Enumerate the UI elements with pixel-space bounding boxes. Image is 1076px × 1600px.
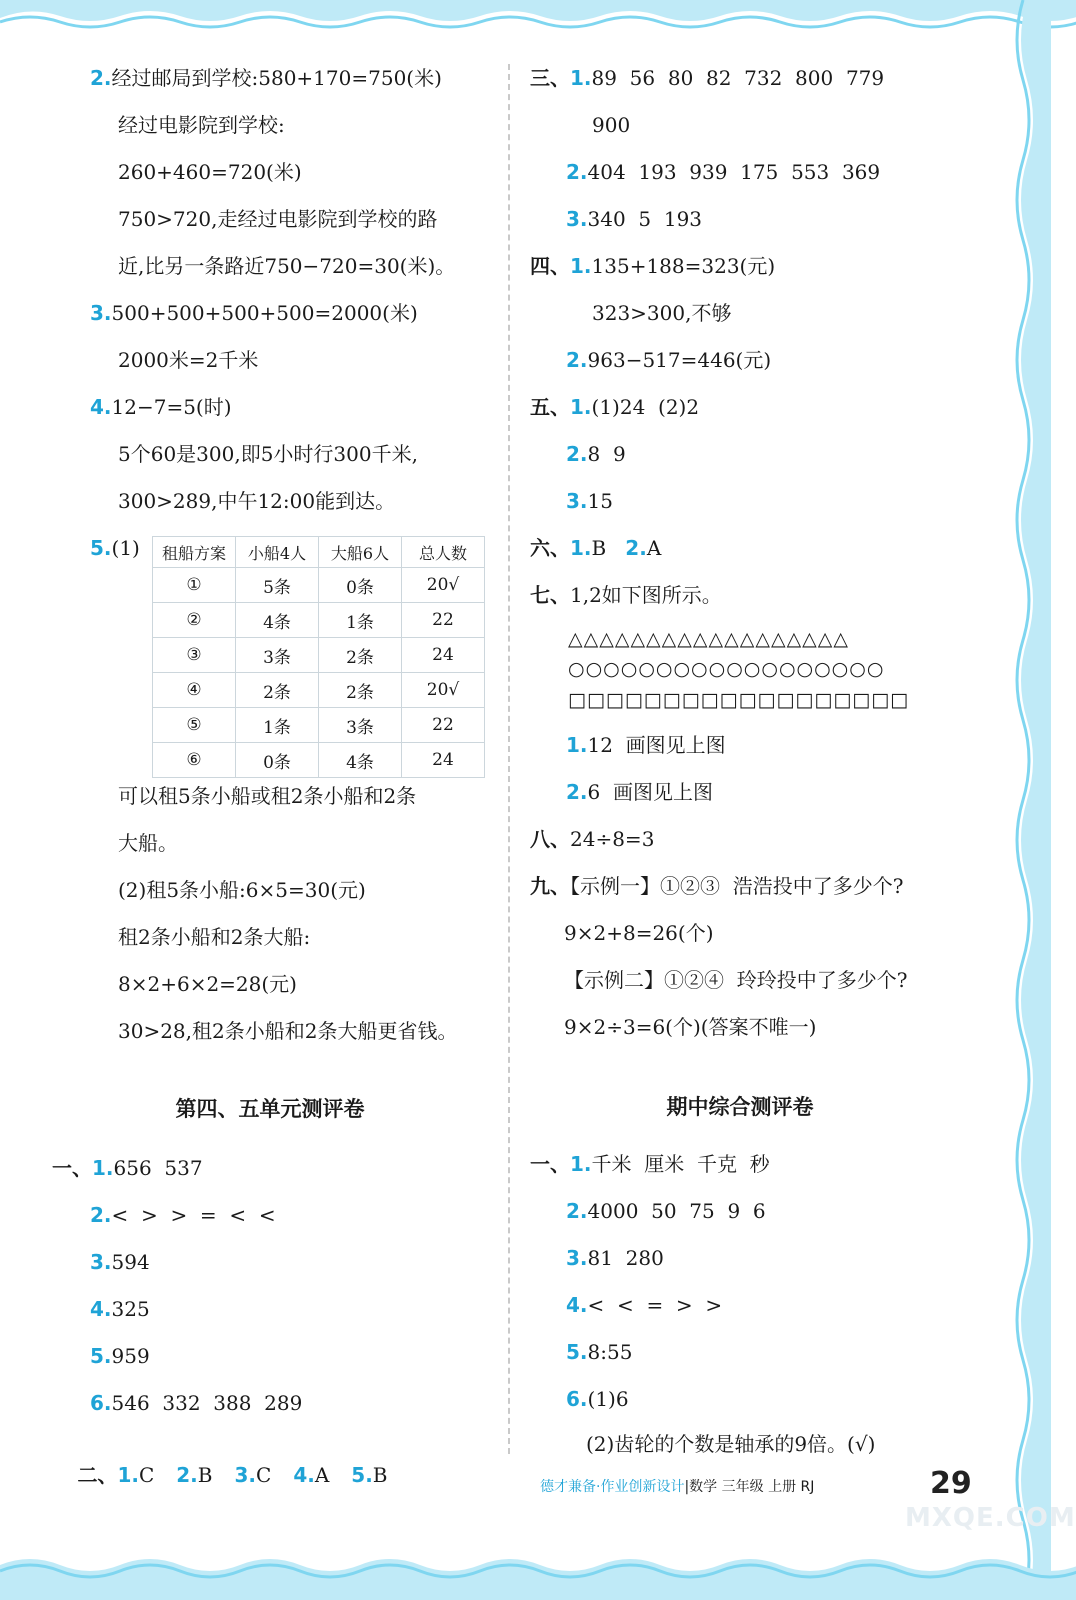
q3-line-1: 3.500+500+500+500=2000(米) [90, 301, 418, 325]
s3-line-1b: 900 [592, 113, 631, 137]
s9-example-2-calc: 9×2÷3=6(个)(答案不唯一) [564, 1015, 817, 1039]
q2-line-2: 经过电影院到学校: [118, 113, 285, 137]
midterm-part1-item [566, 1244, 664, 1272]
unit45-part1-item [90, 1201, 276, 1229]
table-header-cell: 小船4人 [236, 537, 319, 568]
q5-line-1: 可以租5条小船或租2条小船和2条 [118, 784, 417, 808]
item-number: 5. [351, 1463, 373, 1487]
q5-label: 5.(1) [90, 536, 140, 560]
item-number: 6. [90, 1391, 112, 1415]
item-number: 4. [90, 1297, 112, 1321]
item-answer: 4000 50 75 9 6 [587, 1199, 766, 1223]
s4-line-1b: 323>300,不够 [592, 301, 732, 325]
item-answer: B [372, 1463, 388, 1487]
s5-line-2: 2.8 9 [566, 442, 626, 466]
table-cell: 24 [402, 638, 485, 673]
s5-line-1: 五、1.(1)24 (2)2 [530, 395, 700, 419]
q5-line-3: (2)租5条小船:6×5=30(元) [118, 878, 366, 902]
table-cell: 24 [402, 743, 485, 778]
column-divider [508, 64, 510, 1454]
item-answer: A [314, 1463, 330, 1487]
triangle-row: △△△△△△△△△△△△△△△△△△ [568, 628, 850, 650]
s9-example-1: 九、【示例一】①②③ 浩浩投中了多少个? [530, 874, 904, 898]
s6-line: 六、1.B 2.A [530, 536, 662, 560]
s3-line-1: 三、1.89 56 80 82 732 800 779 [530, 66, 885, 90]
midterm-part1-item [566, 1385, 629, 1413]
page-number: 29 [930, 1466, 972, 1501]
item-answer: 81 280 [587, 1246, 664, 1270]
table-cell: 2条 [319, 673, 402, 708]
q3-line-2: 2000米=2千米 [118, 348, 259, 372]
unit45-part1-item [90, 1389, 302, 1417]
q5-line-6: 30>28,租2条小船和2条大船更省钱。 [118, 1019, 458, 1043]
table-header-cell: 租船方案 [153, 537, 236, 568]
footer-series: 德才兼备·作业创新设计|数学 三年级 上册 RJ [540, 1479, 815, 1495]
table-cell: 1条 [236, 708, 319, 743]
bottom-wave-border [0, 1545, 1051, 1600]
table-cell: ④ [153, 673, 236, 708]
table-cell: ⑥ [153, 743, 236, 778]
midterm-part1-item [566, 1197, 766, 1225]
item-answer: 8:55 [587, 1340, 633, 1364]
table-row [153, 603, 485, 638]
s8-line: 八、24÷8=3 [530, 827, 655, 851]
table-cell: 0条 [236, 743, 319, 778]
item-answer: 千米 厘米 千克 秒 [591, 1152, 770, 1176]
table-row [153, 568, 485, 603]
s7-line-2: 2.6 画图见上图 [566, 780, 713, 804]
item-number: 1. [92, 1156, 114, 1180]
section-prefix: 一、 [52, 1156, 92, 1180]
item-answer: C [256, 1463, 272, 1487]
item-number: 3. [566, 1246, 588, 1270]
item-number: 2. [90, 1203, 112, 1227]
midterm-part1-item [566, 1291, 722, 1319]
unit45-part2: 二、1.C 2.B 3.C 4.A 5.B [77, 1463, 388, 1487]
item-answer: 594 [111, 1250, 150, 1274]
table-row [153, 673, 485, 708]
item-answer: 325 [111, 1297, 150, 1321]
table-cell: 20√ [402, 568, 485, 603]
item-answer: C [138, 1463, 155, 1487]
item-number: 4. [293, 1463, 315, 1487]
item-number: 4. [566, 1293, 588, 1317]
midterm-part1-item [566, 1338, 632, 1366]
item-number: 2. [566, 1199, 588, 1223]
s9-example-2: 【示例二】①②④ 玲玲投中了多少个? [564, 968, 908, 992]
site-watermark: MXQE.COM [905, 1503, 1076, 1533]
item-number: 1. [117, 1463, 139, 1487]
square-row: □□□□□□□□□□□□□□□□□□ [568, 689, 910, 711]
unit45-part1-item [90, 1295, 150, 1323]
table-header-cell: 总人数 [402, 537, 485, 568]
s7-intro: 七、1,2如下图所示。 [530, 583, 722, 607]
table-cell: 22 [402, 603, 485, 638]
item-answer: < > > = < < [111, 1203, 276, 1227]
item-number: 5. [90, 1344, 112, 1368]
item-answer: 546 332 388 289 [111, 1391, 303, 1415]
midterm-q6-part2: (2)齿轮的个数是轴承的9倍。(√) [586, 1432, 876, 1456]
s4-line-1: 四、1.135+188=323(元) [530, 254, 776, 278]
table-row [153, 743, 485, 778]
q4-line-3: 300>289,中午12:00能到达。 [118, 489, 396, 513]
table-cell: 1条 [319, 603, 402, 638]
circle-row: ○○○○○○○○○○○○○○○○○○ [568, 658, 885, 680]
table-row [153, 638, 485, 673]
table-cell: 22 [402, 708, 485, 743]
s5-line-3: 3.15 [566, 489, 613, 513]
top-wave-border [0, 0, 1051, 40]
item-number: 1. [570, 1152, 592, 1176]
s3-line-2: 2.404 193 939 175 553 369 [566, 160, 881, 184]
unit45-part1-item [90, 1248, 150, 1276]
item-answer: (1)6 [587, 1387, 629, 1411]
q4-line-1: 4.12−7=5(时) [90, 395, 232, 419]
table-cell: 0条 [319, 568, 402, 603]
q2-line-5: 近,比另一条路近750−720=30(米)。 [118, 254, 456, 278]
item-answer: 656 537 [113, 1156, 203, 1180]
q5-line-5: 8×2+6×2=28(元) [118, 972, 297, 996]
item-answer: 959 [111, 1344, 150, 1368]
table-cell: 3条 [236, 638, 319, 673]
table-header-cell: 大船6人 [319, 537, 402, 568]
table-cell: ⑤ [153, 708, 236, 743]
table-cell: ② [153, 603, 236, 638]
unit45-part1-item [52, 1154, 203, 1182]
item-number: 6. [566, 1387, 588, 1411]
table-cell: 3条 [319, 708, 402, 743]
item-number: 3. [90, 1250, 112, 1274]
boat-rental-table [152, 536, 485, 778]
section-title-unit45: 第四、五单元测评卷 [175, 1097, 365, 1121]
q2-line-3: 260+460=720(米) [118, 160, 302, 184]
table-cell: 5条 [236, 568, 319, 603]
table-cell: 4条 [236, 603, 319, 638]
s7-line-1: 1.12 画图见上图 [566, 733, 726, 757]
table-cell: 4条 [319, 743, 402, 778]
q5-line-2: 大船。 [118, 831, 178, 855]
item-number: 3. [234, 1463, 256, 1487]
right-wave-border [1005, 0, 1051, 1600]
item-answer: B [197, 1463, 213, 1487]
q5-line-4: 租2条小船和2条大船: [118, 925, 311, 949]
table-cell: ③ [153, 638, 236, 673]
table-cell: 2条 [236, 673, 319, 708]
q2-line-1: 2.经过邮局到学校:580+170=750(米) [90, 66, 442, 90]
s4-line-2: 2.963−517=446(元) [566, 348, 772, 372]
item-number: 2. [176, 1463, 198, 1487]
section-prefix: 一、 [530, 1152, 570, 1176]
section-title-midterm: 期中综合测评卷 [666, 1095, 814, 1119]
unit45-part1-item [90, 1342, 150, 1370]
item-answer: < < = > > [587, 1293, 723, 1317]
table-cell: 20√ [402, 673, 485, 708]
table-row [153, 708, 485, 743]
s9-example-1-calc: 9×2+8=26(个) [564, 921, 714, 945]
q2-line-4: 750>720,走经过电影院到学校的路 [118, 207, 438, 231]
q4-line-2: 5个60是300,即5小时行300千米, [118, 442, 418, 466]
midterm-part1-item [530, 1150, 770, 1178]
table-cell: ① [153, 568, 236, 603]
item-number: 5. [566, 1340, 588, 1364]
table-cell: 2条 [319, 638, 402, 673]
s3-line-3: 3.340 5 193 [566, 207, 703, 231]
